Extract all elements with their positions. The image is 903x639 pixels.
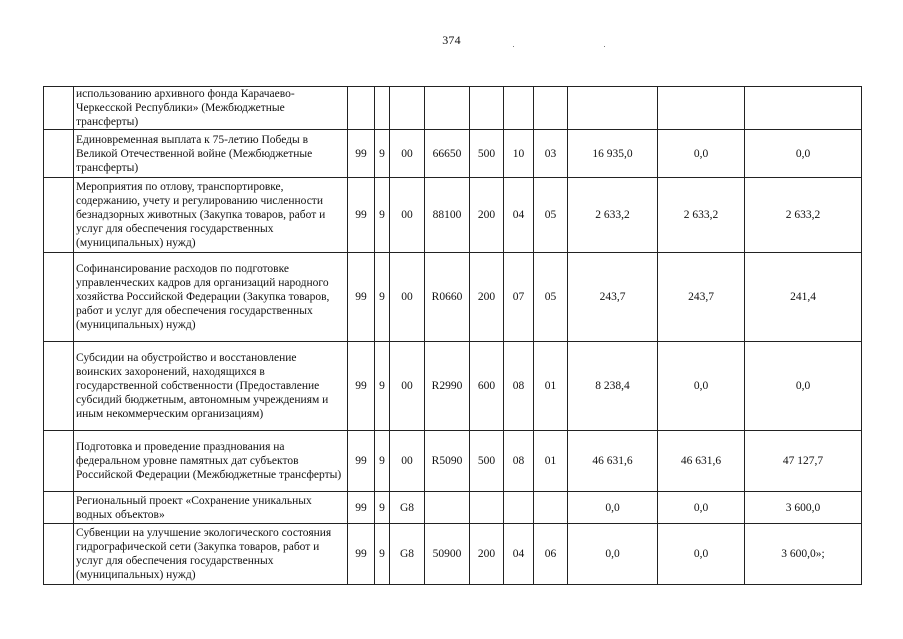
main-activity-code-cell: 00 bbox=[390, 178, 425, 253]
table-row bbox=[44, 130, 862, 178]
subsection-cell: 06 bbox=[534, 524, 568, 585]
amount-year2-cell: 2 633,2 bbox=[658, 178, 745, 253]
program-code-cell: 99 bbox=[348, 342, 375, 431]
section-cell: 10 bbox=[504, 130, 534, 178]
expense-type-cell: 200 bbox=[470, 524, 504, 585]
amount-year1-cell: 8 238,4 bbox=[568, 342, 658, 431]
row-number-cell bbox=[44, 342, 74, 431]
main-activity-code-cell bbox=[390, 87, 425, 130]
amount-year3-cell: 3 600,0»; bbox=[745, 524, 862, 585]
subsection-cell bbox=[534, 87, 568, 130]
subprogram-code-cell: 9 bbox=[375, 342, 390, 431]
expense-name-cell: использованию архивного фонда Карачаево-Черкесской Республики» (Межбюджетные трансферты) bbox=[74, 87, 348, 130]
subprogram-code-cell bbox=[375, 87, 390, 130]
subprogram-code-cell: 9 bbox=[375, 253, 390, 342]
amount-year1-cell: 46 631,6 bbox=[568, 431, 658, 492]
main-activity-code-cell: 00 bbox=[390, 130, 425, 178]
section-cell bbox=[504, 492, 534, 524]
direction-code-cell: R2990 bbox=[425, 342, 470, 431]
table-row bbox=[44, 253, 862, 342]
amount-year1-cell: 243,7 bbox=[568, 253, 658, 342]
main-activity-code-cell: G8 bbox=[390, 524, 425, 585]
amount-year2-cell bbox=[658, 87, 745, 130]
main-activity-code-cell: 00 bbox=[390, 431, 425, 492]
row-number-cell bbox=[44, 87, 74, 130]
amount-year2-cell: 0,0 bbox=[658, 342, 745, 431]
main-activity-code-cell: 00 bbox=[390, 253, 425, 342]
expense-type-cell: 200 bbox=[470, 253, 504, 342]
amount-year3-cell: 0,0 bbox=[745, 130, 862, 178]
table-row bbox=[44, 178, 862, 253]
amount-year3-cell: 3 600,0 bbox=[745, 492, 862, 524]
row-number-cell bbox=[44, 178, 74, 253]
section-cell: 08 bbox=[504, 431, 534, 492]
program-code-cell bbox=[348, 87, 375, 130]
subsection-cell: 03 bbox=[534, 130, 568, 178]
program-code-cell: 99 bbox=[348, 524, 375, 585]
expense-name-cell: Региональный проект «Сохранение уникальных водных объектов» bbox=[74, 492, 348, 524]
amount-year1-cell: 0,0 bbox=[568, 492, 658, 524]
program-code-cell: 99 bbox=[348, 130, 375, 178]
direction-code-cell: R0660 bbox=[425, 253, 470, 342]
table-row bbox=[44, 431, 862, 492]
program-code-cell: 99 bbox=[348, 253, 375, 342]
subprogram-code-cell: 9 bbox=[375, 130, 390, 178]
amount-year2-cell: 0,0 bbox=[658, 130, 745, 178]
subprogram-code-cell: 9 bbox=[375, 492, 390, 524]
row-number-cell bbox=[44, 130, 74, 178]
expense-name-cell: Единовременная выплата к 75-летию Победы в Великой Отечественной войне (Межбюджетные трансферты) bbox=[74, 130, 348, 178]
amount-year1-cell: 16 935,0 bbox=[568, 130, 658, 178]
subprogram-code-cell: 9 bbox=[375, 431, 390, 492]
expense-name-cell: Софинансирование расходов по подготовке управленческих кадров для организаций народного хозяйства Российской Федерации (Закупка товаров, работ и услуг для обеспечения государственных (муниципальных) нужд) bbox=[74, 253, 348, 342]
section-cell: 07 bbox=[504, 253, 534, 342]
expense-type-cell: 200 bbox=[470, 178, 504, 253]
subsection-cell: 01 bbox=[534, 342, 568, 431]
page-number: 374 bbox=[442, 33, 461, 47]
subsection-cell bbox=[534, 492, 568, 524]
expense-type-cell: 500 bbox=[470, 130, 504, 178]
section-cell: 08 bbox=[504, 342, 534, 431]
expense-name-cell: Субвенции на улучшение экологического состояния гидрографической сети (Закупка товаров, работ и услуг для обеспечения государственных (муниципальных) нужд) bbox=[74, 524, 348, 585]
direction-code-cell bbox=[425, 492, 470, 524]
amount-year2-cell: 243,7 bbox=[658, 253, 745, 342]
amount-year2-cell: 0,0 bbox=[658, 492, 745, 524]
program-code-cell: 99 bbox=[348, 178, 375, 253]
amount-year1-cell: 0,0 bbox=[568, 524, 658, 585]
row-number-cell bbox=[44, 253, 74, 342]
subsection-cell: 05 bbox=[534, 253, 568, 342]
row-number-cell bbox=[44, 524, 74, 585]
direction-code-cell: 66650 bbox=[425, 130, 470, 178]
amount-year1-cell: 2 633,2 bbox=[568, 178, 658, 253]
table-row bbox=[44, 492, 862, 524]
expense-name-cell: Субсидии на обустройство и восстановление воинских захоронений, находящихся в государственной собственности (Предоставление субсидий бюджетным, автономным учреждениям и иным некоммерческим организациям) bbox=[74, 342, 348, 431]
direction-code-cell: 50900 bbox=[425, 524, 470, 585]
program-code-cell: 99 bbox=[348, 431, 375, 492]
section-cell: 04 bbox=[504, 524, 534, 585]
subprogram-code-cell: 9 bbox=[375, 524, 390, 585]
amount-year2-cell: 0,0 bbox=[658, 524, 745, 585]
amount-year3-cell: 47 127,7 bbox=[745, 431, 862, 492]
subprogram-code-cell: 9 bbox=[375, 178, 390, 253]
expense-type-cell bbox=[470, 87, 504, 130]
amount-year3-cell: 2 633,2 bbox=[745, 178, 862, 253]
subsection-cell: 01 bbox=[534, 431, 568, 492]
amount-year3-cell bbox=[745, 87, 862, 130]
table-row bbox=[44, 342, 862, 431]
expense-name-cell: Подготовка и проведение празднования на федеральном уровне памятных дат субъектов Российской Федерации (Межбюджетные трансферты) bbox=[74, 431, 348, 492]
budget-table bbox=[43, 86, 862, 585]
direction-code-cell: 88100 bbox=[425, 178, 470, 253]
main-activity-code-cell: G8 bbox=[390, 492, 425, 524]
subsection-cell: 05 bbox=[534, 178, 568, 253]
amount-year3-cell: 241,4 bbox=[745, 253, 862, 342]
section-cell bbox=[504, 87, 534, 130]
row-number-cell bbox=[44, 431, 74, 492]
expense-type-cell: 500 bbox=[470, 431, 504, 492]
program-code-cell: 99 bbox=[348, 492, 375, 524]
scan-speck bbox=[604, 46, 605, 47]
table-row bbox=[44, 524, 862, 585]
scan-speck bbox=[513, 46, 514, 47]
main-activity-code-cell: 00 bbox=[390, 342, 425, 431]
amount-year1-cell bbox=[568, 87, 658, 130]
expense-name-cell: Мероприятия по отлову, транспортировке, содержанию, учету и регулированию численности безнадзорных животных (Закупка товаров, работ и услуг для обеспечения государственных (муниципальных) нужд) bbox=[74, 178, 348, 253]
direction-code-cell bbox=[425, 87, 470, 130]
amount-year3-cell: 0,0 bbox=[745, 342, 862, 431]
expense-type-cell: 600 bbox=[470, 342, 504, 431]
expense-type-cell bbox=[470, 492, 504, 524]
section-cell: 04 bbox=[504, 178, 534, 253]
table-row bbox=[44, 87, 862, 130]
row-number-cell bbox=[44, 492, 74, 524]
amount-year2-cell: 46 631,6 bbox=[658, 431, 745, 492]
direction-code-cell: R5090 bbox=[425, 431, 470, 492]
